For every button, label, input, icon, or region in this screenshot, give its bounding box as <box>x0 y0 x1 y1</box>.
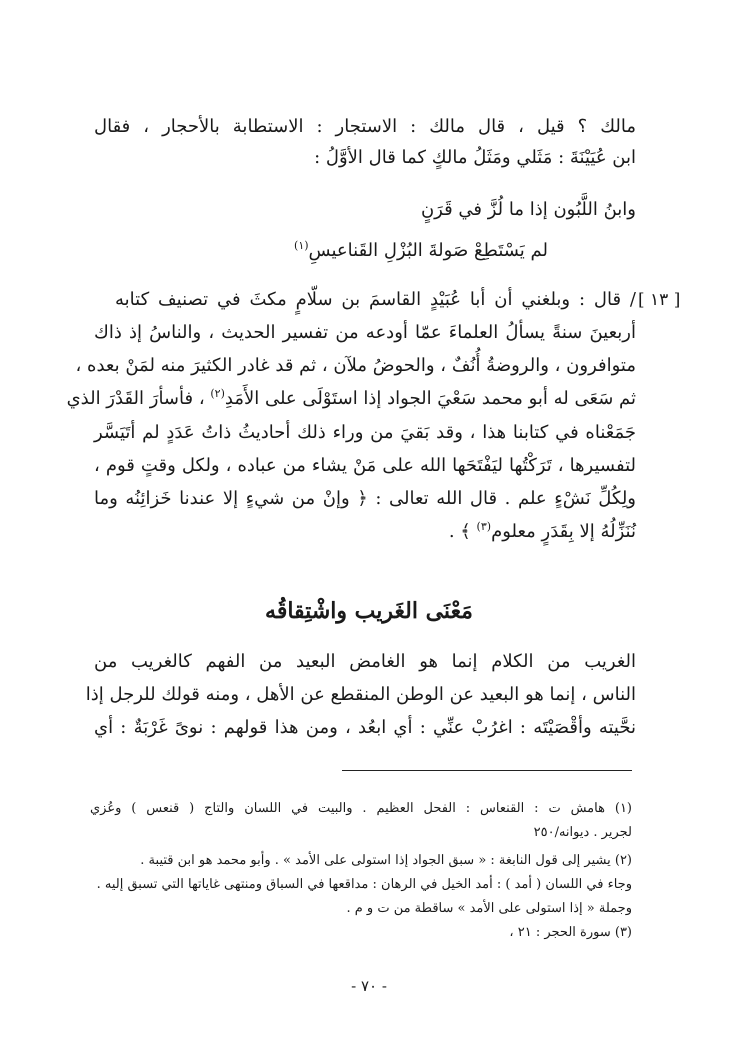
verse-second-hemistich <box>294 236 548 266</box>
footnote-line: (١) هامش ت : القنعاس : الفحل العظيم . والبيت في اللسان والتاج ( قنعس ) وعُزي <box>90 801 632 816</box>
verse-first-hemistich: وابنُ اللَّبُون إذا ما لُزَّ في قَرَنٍ <box>420 199 636 220</box>
footnote-ref: (٣) <box>476 520 492 533</box>
body-line: متوافرون ، والروضةُ أُنُفٌ ، والحوضُ ملآن ، ثم قد غادر الكثيرَ منه لمَنْ بعده ، <box>75 355 636 376</box>
footnote-ref: (١) <box>294 239 309 252</box>
body-line: لتفسيرها ، تَرَكْتُها ليَفْتَحَها الله على مَنْ يشاء من عباده ، ولكل وقتٍ قوم ، <box>94 455 636 476</box>
footnote-line: وجملة « إذا استولى على الأمد » ساقطة من ت و م . <box>346 901 632 916</box>
section-heading: مَعْنَى الغَريب واشْتِقاقُه <box>265 598 473 624</box>
body-text: ﴾ . <box>448 521 471 542</box>
footnote-separator <box>342 770 632 771</box>
body-line: ابن عُيَيْنَةَ : مَثَلي ومَثَلُ مالكٍ كما قال الأوَّلُ : <box>314 147 636 168</box>
body-line: الغريب من الكلام إنما هو الغامض البعيد من الفهم كالغريب من <box>94 651 636 672</box>
footnote-line: وجاء في اللسان ( أمد ) : أمد الخيل في الرهان : مداقعها في السباق ومنتهى غاياتها التي تسبق إليه . <box>96 877 632 892</box>
body-line: ولِكُلِّ نَشْءٍ علم . قال الله تعالى : ﴿ وإنْ من شيءٍ إلا عندنا خَزائِنُه وما <box>94 488 636 509</box>
footnote-line: (٣) سورة الحجر : ٢١ ، <box>509 925 632 940</box>
body-line: الناس ، إنما هو البعيد عن الوطن المنقطع عن الأهل ، ومنه قولك للرجل إذا <box>85 684 636 705</box>
body-text: ، فأسأرَ القَدْرَ الذي <box>66 388 205 409</box>
verse-text: لم يَسْتَطِعْ صَولةَ البُزْلِ القَناعيسِ <box>308 240 548 261</box>
body-line: مالك ؟ قيل ، قال مالك : الاستجار : الاستطابة بالأحجار ، فقال <box>94 116 636 137</box>
footnote-ref: (٢) <box>210 387 225 400</box>
body-text: نُنَزِّلُهُ إلا بِقَدَرٍ معلوم <box>491 521 636 542</box>
body-line <box>66 384 636 414</box>
body-text: ثم سَعَى له أبو محمد سَعْيَ الجواد إذا استَوْلَى على الأَمَدِ <box>224 388 636 409</box>
body-line <box>94 517 636 547</box>
footnote-line: (٢) يشير إلى قول النابغة : « سبق الجواد إذا استولى على الأمد » . وأبو محمد هو ابن قتيبة . <box>140 853 632 868</box>
body-line: / قال : وبلغني أن أبا عُبَيْدٍ القاسمَ بن سلّامٍ مكثَ في تصنيف كتابه <box>115 289 636 310</box>
body-line: نحَّيته وأقْصَيْتَه : اغرُبْ عنِّي : أي ابعُد ، ومن هذا قولهم : نوىً غَرْبَةٌ : أي <box>94 717 636 738</box>
body-line: أربعينَ سنةً يسألُ العلماءَ عمّا أودعه من تفسير الحديث ، والناسُ إذ ذاك <box>94 322 636 343</box>
body-line: جَمَعْناه في كتابنا هذا ، وقد بَقيَ من وراء ذلك أحاديثُ ذاتُ عَدَدٍ لم أتَيَسَّر <box>94 422 636 443</box>
paragraph-number: [ ١٣ ] <box>638 290 681 310</box>
footnote-line: لجرير . ديوانه/٢٥٠ <box>533 825 632 840</box>
page-number: - ٧٠ - <box>351 977 387 995</box>
